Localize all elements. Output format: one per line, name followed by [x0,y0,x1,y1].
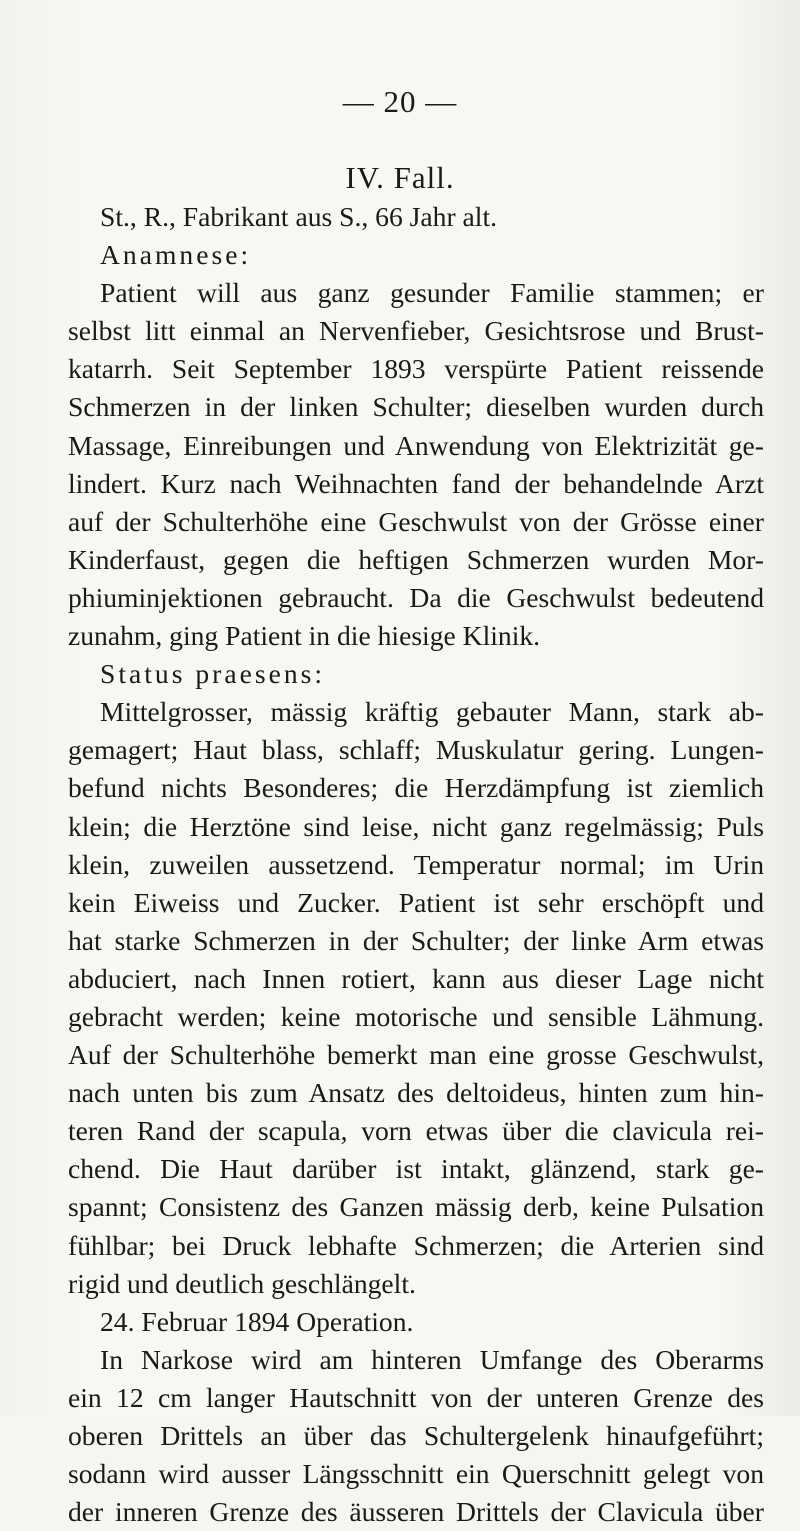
text-line: der inneren Grenze des äusseren Drittels der Clavicula über [68,1496,764,1528]
text-line: chend. Die Haut darüber ist intakt, glänzend, stark ge- [68,1153,764,1185]
text-line: spannt; Consistenz des Ganzen mässig derb, keine Pulsation [68,1191,764,1223]
text-line: fühlbar; bei Druck lebhafte Schmerzen; die Arterien sind [68,1229,764,1261]
text-line: befund nichts Besonderes; die Herzdämpfung ist ziemlich [68,772,764,804]
text-line: abduciert, nach Innen rotiert, kann aus dieser Lage nicht [68,962,764,994]
text-line: kein Eiweiss und Zucker. Patient ist sehr erschöpft und [68,886,764,918]
text-line: nach unten bis zum Ansatz des deltoideus, hinten zum hin- [68,1077,764,1109]
text-line: Status praesens: [100,658,326,690]
text-line: Auf der Schulterhöhe bemerkt man eine grosse Geschwulst, [68,1039,764,1071]
text-line: Anamnese: [100,239,252,271]
body-text [68,198,764,1531]
text-line: In Narkose wird am hinteren Umfange des Oberarms [100,1343,764,1375]
text-line: katarrh. Seit September 1893 verspürte Patient reissende [68,353,764,385]
text-line: Kinderfaust, gegen die heftigen Schmerzen wurden Mor- [68,543,764,575]
case-title: IV. Fall. [345,160,455,195]
text-line: Patient will aus ganz gesunder Familie stammen; er [100,277,764,309]
text-line: hat starke Schmerzen in der Schulter; der linke Arm etwas [68,924,764,956]
text-line: Massage, Einreibungen und Anwendung von Elektrizität ge- [68,429,764,461]
text-line: selbst litt einmal an Nervenfieber, Gesichtsrose und Brust- [68,315,764,347]
text-line: zunahm, ging Patient in die hiesige Klinik. [68,620,541,652]
text-line: gebracht werden; keine motorische und sensible Lähmung. [68,1000,764,1032]
text-line: klein, zuweilen aussetzend. Temperatur normal; im Urin [68,848,764,880]
text-line: rigid und deutlich geschlängelt. [68,1267,416,1299]
text-line: gemagert; Haut blass, schlaff; Muskulatur gering. Lungen- [68,734,764,766]
text-line: oberen Drittels an über das Schultergelenk hinaufgeführt; [68,1420,764,1451]
page-number: — 20 — [342,84,458,119]
text-line: lindert. Kurz nach Weihnachten fand der behandelnde Arzt [68,467,764,499]
text-line: 24. Februar 1894 Operation. [100,1305,414,1337]
text-line: klein; die Herztöne sind leise, nicht ganz regelmässig; Puls [68,810,764,842]
text-line: phiuminjektionen gebraucht. Da die Geschwulst bedeutend [68,581,764,613]
text-line: St., R., Fabrikant aus S., 66 Jahr alt. [100,201,498,232]
text-line: auf der Schulterhöhe eine Geschwulst von der Grösse einer [68,505,764,537]
text-line: sodann wird ausser Längsschnitt ein Querschnitt gelegt von [68,1458,764,1490]
text-line: ein 12 cm langer Hautschnitt von der unteren Grenze des [68,1381,764,1413]
text-line: Mittelgrosser, mässig kräftig gebauter Mann, stark ab- [100,696,764,728]
text-line: teren Rand der scapula, vorn etwas über die clavicula rei- [68,1115,764,1147]
text-line: Schmerzen in der linken Schulter; dieselben wurden durch [68,391,764,423]
